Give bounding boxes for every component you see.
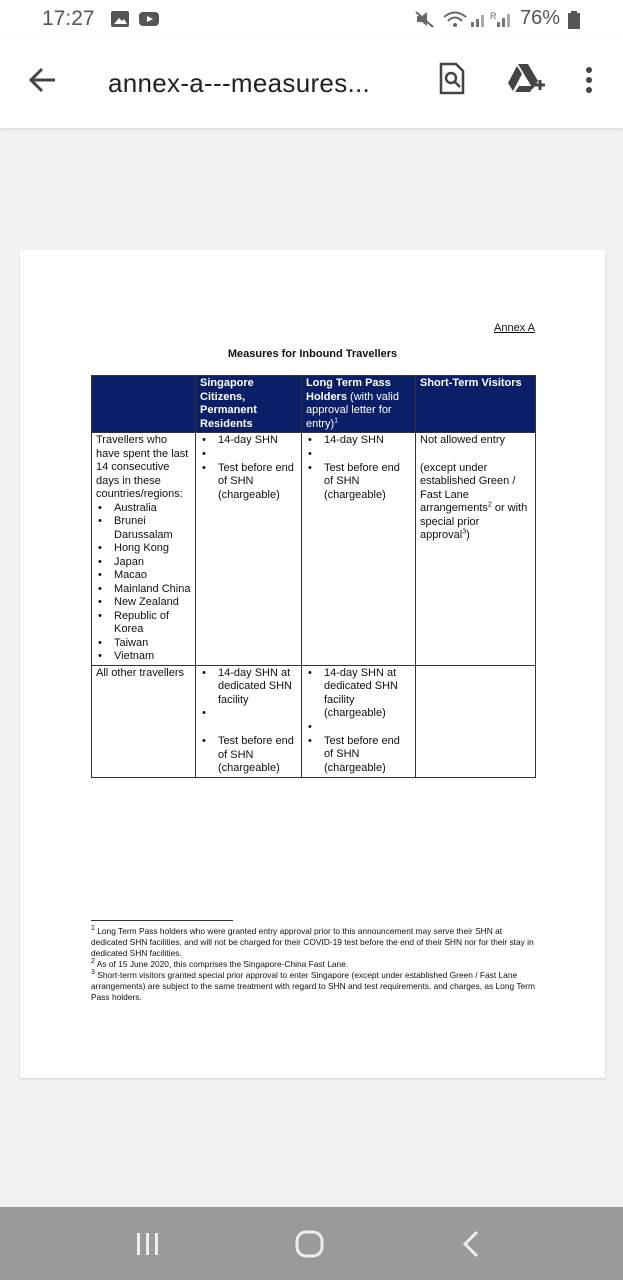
row-label-cell (92, 665, 196, 777)
table-header-row (92, 376, 536, 433)
document-title: annex-a---measures... (108, 68, 371, 98)
list-item: • Test before end of SHN (chargeable) (200, 462, 297, 503)
footnote-mark: 2 (91, 958, 95, 966)
header-ltp (302, 376, 416, 433)
stv-exception-text: (except under established Green / Fast Lane arrangements (420, 461, 516, 514)
list-item: • Vietnam (96, 650, 191, 664)
svg-text:R: R (490, 11, 497, 21)
app-bar (0, 36, 623, 128)
mute-icon (414, 10, 436, 28)
table-row (92, 665, 536, 777)
navigation-bar (0, 1207, 623, 1280)
header-ltp-bold: Long Term Pass Holders (306, 377, 391, 403)
footnote (91, 970, 536, 1003)
list-item: • Test before end of SHN (chargeable) (306, 735, 411, 776)
list-item: • Test before end of SHN (chargeable) (200, 735, 297, 776)
footnote-ref-1: 1 (334, 416, 339, 424)
stv-status: Not allowed entry (420, 434, 505, 446)
list-item: • Japan (96, 556, 191, 570)
annex-label: Annex A (494, 322, 535, 334)
stv-close-paren: ) (466, 529, 470, 541)
stv-exception-text-2: or with special prior approval (420, 502, 528, 541)
footnote-mark: 3 (91, 969, 95, 977)
battery-icon (567, 10, 581, 30)
arrow-back-icon[interactable] (28, 66, 58, 94)
measures-table (91, 375, 536, 778)
stv-cell (416, 665, 536, 777)
find-in-page-icon[interactable] (438, 62, 466, 96)
row-label-cell (92, 433, 196, 666)
list-item: • New Zealand (96, 596, 191, 610)
regions-list (96, 502, 191, 664)
document-heading: Measures for Inbound Travellers (227, 348, 398, 360)
list-item: • Brunei Darussalam (96, 515, 191, 542)
footnote-ref-2: 2 (487, 501, 492, 509)
list-item: • 14-day SHN (200, 434, 297, 448)
sc-pr-cell (196, 665, 302, 777)
row-label: Travellers who have spent the last 14 consecutive days in these countries/regions: (96, 434, 189, 500)
status-time: 17:27 (42, 7, 95, 30)
list-item: • 14-day SHN (306, 434, 411, 448)
wifi-icon (442, 10, 468, 28)
list-item: • Hong Kong (96, 542, 191, 556)
footnote-text: As of 15 June 2020, this comprises the Singapore-China Fast Lane. (96, 959, 349, 969)
signal-icon (470, 10, 516, 28)
footnote-mark: 1 (91, 925, 95, 933)
back-nav-icon[interactable] (460, 1229, 482, 1259)
list-item: • 14-day SHN at dedicated SHN facility (200, 667, 297, 708)
sc-pr-cell (196, 433, 302, 666)
list-item: • Test before end of SHN (chargeable) (306, 462, 411, 503)
more-vert-icon[interactable] (583, 64, 595, 96)
stv-cell (416, 433, 536, 666)
recent-apps-icon[interactable] (134, 1231, 162, 1257)
pdf-page[interactable] (20, 250, 605, 1078)
list-item: • 14-day SHN at dedicated SHN facility (chargeable) (306, 667, 411, 721)
footnote-text: Long Term Pass holders who were granted entry approval prior to this announcement may serve their SHN at dedicated SHN facilities, and will not be charged for their COVID-19 test before the end of their SHN nor for their stay in dedicated SHN facilities. (91, 926, 534, 958)
list-item: • Australia (96, 502, 191, 516)
spacer (306, 721, 411, 735)
footnote-ref-3: 3 (462, 528, 467, 536)
list-item: • Taiwan (96, 637, 191, 651)
footnote-divider (91, 920, 233, 921)
row-label: All other travellers (96, 666, 185, 679)
table-row (92, 433, 536, 666)
spacer (200, 448, 297, 462)
add-to-drive-icon[interactable] (506, 62, 546, 96)
ltp-cell (302, 433, 416, 666)
stv-exception (420, 462, 531, 543)
list-item: • Macao (96, 569, 191, 583)
footnotes (91, 926, 536, 1003)
footnote-text: Short-term visitors granted special prior approval to enter Singapore (except under established Green / Fast Lane arrangements) are subject to the same treatment with regard to SHN and test requirements, and charges, as Long Term Pass holders. (91, 970, 535, 1002)
home-icon[interactable] (294, 1229, 326, 1259)
spacer (420, 448, 531, 462)
header-ltp-rest: (with valid approval letter for entry) (306, 390, 399, 430)
header-empty (92, 376, 196, 433)
list-item: • Republic of Korea (96, 610, 191, 637)
youtube-notification-icon (138, 10, 160, 28)
gallery-notification-icon (110, 10, 130, 28)
ltp-cell (302, 665, 416, 777)
footnote (91, 959, 536, 970)
header-sc-pr: Singapore Citizens, Permanent Residents (196, 376, 302, 433)
list-item: • Mainland China (96, 583, 191, 597)
status-bar (0, 0, 623, 36)
header-stv: Short-Term Visitors (416, 376, 536, 433)
battery-percent: 76% (520, 7, 561, 29)
spacer (306, 448, 411, 462)
footnote (91, 926, 536, 959)
spacer (200, 707, 297, 735)
